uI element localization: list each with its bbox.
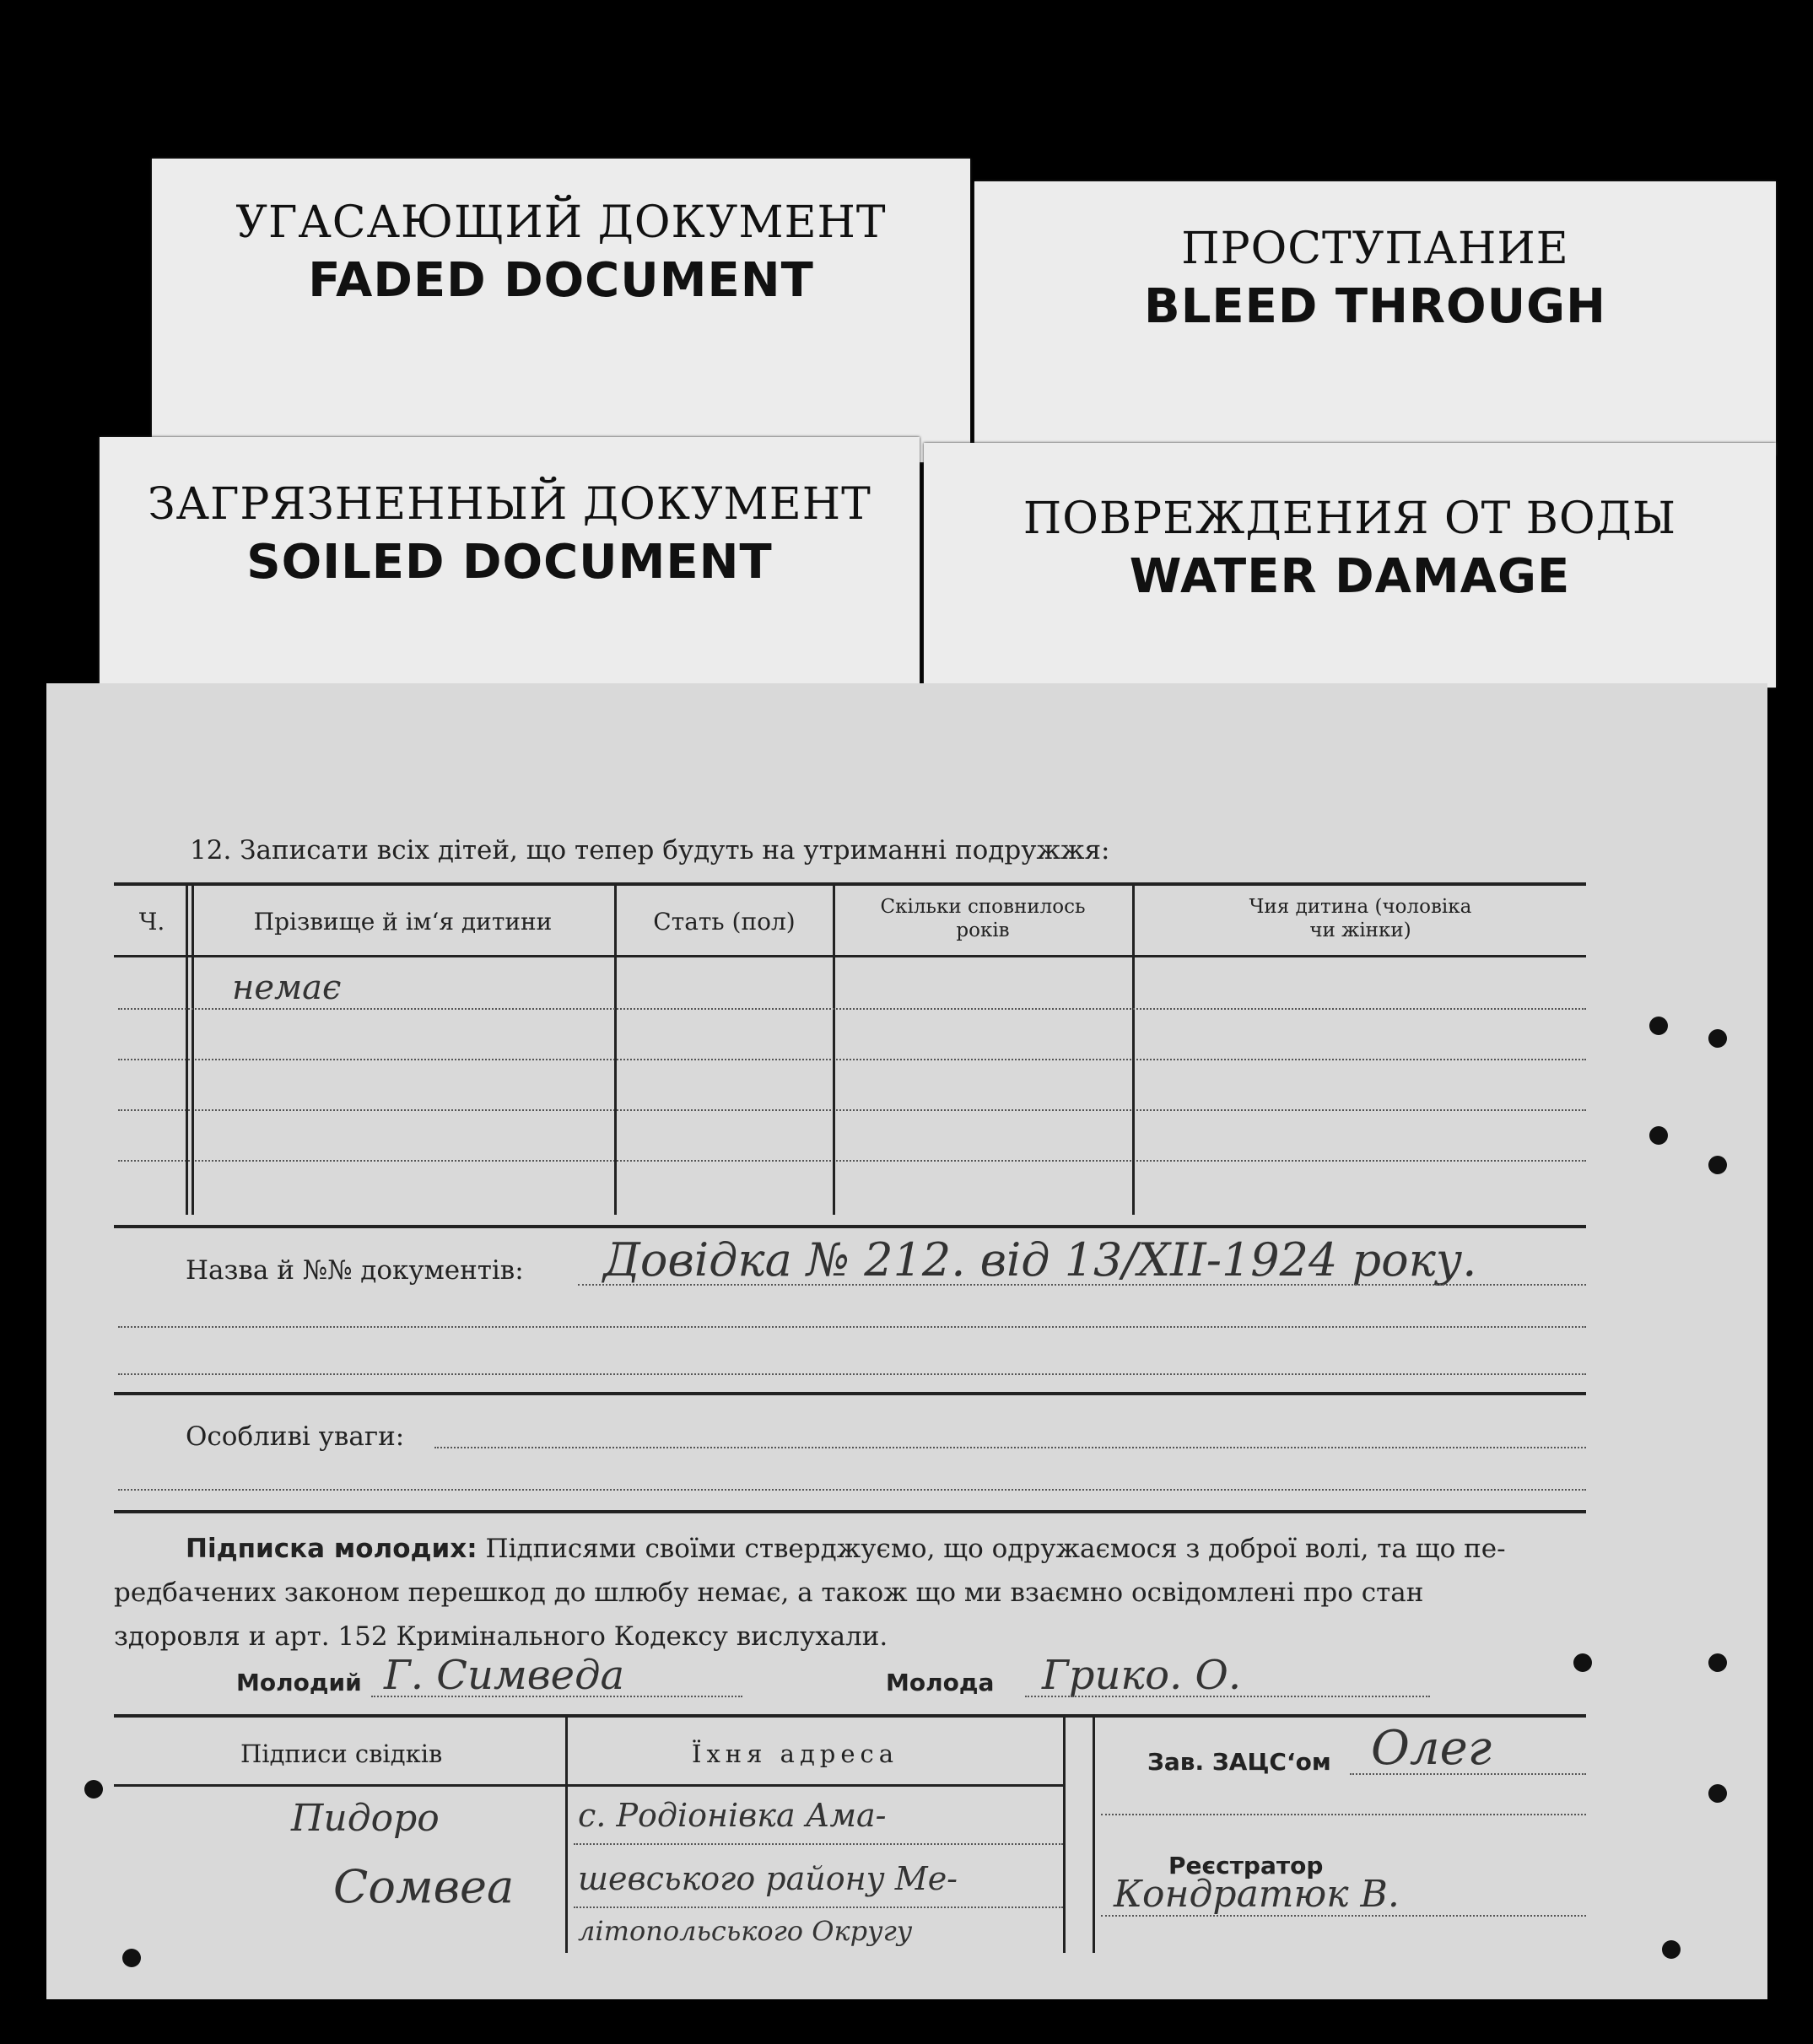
- punch-hole: [122, 1949, 141, 1967]
- table-dotted-row: [118, 1008, 1586, 1010]
- witness-signature-2: Сомвеа: [333, 1860, 515, 1913]
- card-label-en: FADED DOCUMENT: [308, 253, 814, 308]
- registrar-signature: Кондратюк В.: [1114, 1873, 1400, 1916]
- zags-head-label: Зав. ЗАЦС‘ом: [1147, 1748, 1331, 1776]
- documents-label: Назва й №№ документів:: [186, 1255, 524, 1286]
- header-age-line1: Скільки сповнилось: [880, 896, 1086, 918]
- header-num: Ч.: [138, 908, 165, 936]
- col-divider: [565, 1717, 568, 1953]
- notes-bottom-rule: [114, 1510, 1586, 1513]
- documents-bottom-rule: [114, 1392, 1586, 1395]
- col-divider: [1093, 1717, 1095, 1953]
- address-label: Їхня адреса: [692, 1739, 899, 1768]
- address-line-3: літопольського Округу: [578, 1915, 913, 1947]
- pledge-heading: Підписка молодих:: [186, 1534, 478, 1564]
- documents-value: Довідка № 212. від 13/XII-1924 року.: [603, 1233, 1477, 1286]
- witness-signature-1: Пидоро: [291, 1797, 440, 1840]
- groom-label: Молодий: [236, 1669, 362, 1696]
- punch-hole: [1649, 1017, 1668, 1035]
- head-sign-line: [1101, 1814, 1586, 1815]
- card-label-en: SOILED DOCUMENT: [246, 535, 773, 590]
- water-damage-card: [924, 443, 1776, 688]
- notes-label: Особливі уваги:: [186, 1421, 405, 1452]
- bride-label: Молода: [886, 1669, 995, 1696]
- documents-dotted-line: [578, 1284, 1586, 1286]
- bride-sign-line: [1025, 1696, 1430, 1697]
- col-divider: [186, 886, 188, 1059]
- documents-dotted-line: [118, 1373, 1586, 1375]
- documents-dotted-line: [118, 1326, 1586, 1328]
- card-label-ru: ЗАГРЯЗНЕННЫЙ ДОКУМЕНТ: [148, 479, 871, 530]
- groom-signature: Г. Симведа: [384, 1652, 625, 1699]
- head-sign-line: [1350, 1773, 1586, 1775]
- header-child-name: Прізвище й ім‘я дитини: [253, 908, 553, 936]
- bleed-through-card: [974, 181, 1776, 456]
- registrar-sign-line: [1101, 1915, 1586, 1917]
- col-divider: [614, 1059, 617, 1215]
- signatures-top-rule: [114, 1714, 1586, 1718]
- soiled-document-card: [100, 437, 920, 705]
- registrar-label: Реєстратор: [1168, 1852, 1324, 1880]
- header-whose-line2: чи жінки): [1309, 920, 1411, 941]
- witnesses-label: Підписи свідків: [240, 1739, 443, 1768]
- table-dotted-row: [118, 1059, 1586, 1060]
- punch-hole: [1662, 1940, 1681, 1959]
- table-top-rule: [114, 882, 1586, 886]
- col-divider: [1063, 1717, 1066, 1953]
- punch-hole: [1649, 1126, 1668, 1145]
- address-dotted-line: [574, 1843, 1063, 1845]
- pledge-text: Підписями своїми стверджуємо, що одружаємося з доброї волі, та що пе-: [485, 1534, 1506, 1564]
- address-line-1: с. Родіонівка Ама-: [578, 1797, 887, 1834]
- groom-sign-line: [371, 1696, 742, 1697]
- punch-hole: [1573, 1653, 1592, 1672]
- table-header-rule: [114, 955, 1586, 957]
- address-dotted-line: [574, 1906, 1063, 1908]
- punch-hole: [1708, 1029, 1727, 1048]
- table-bottom-rule: [114, 1225, 1586, 1228]
- children-handwritten-entry: немає: [232, 968, 342, 1007]
- notes-dotted-line: [434, 1447, 1586, 1448]
- card-label-en: BLEED THROUGH: [1144, 279, 1606, 334]
- col-divider: [192, 1059, 194, 1215]
- pledge-line-3: здоровля и арт. 152 Кримінального Кодексу вислухали.: [114, 1621, 888, 1652]
- card-label-ru: ПРОСТУПАНИЕ: [1181, 224, 1569, 274]
- faded-document-card: [152, 159, 970, 462]
- marriage-record-form: [46, 683, 1767, 1999]
- punch-hole: [1708, 1653, 1727, 1672]
- notes-dotted-line: [118, 1489, 1586, 1491]
- section-12-heading: 12. Записати всіх дітей, що тепер будуть на утриманні подружжя:: [190, 835, 1110, 866]
- punch-hole: [1708, 1156, 1727, 1174]
- bride-signature: Грико. О.: [1042, 1652, 1242, 1699]
- col-divider: [186, 1059, 188, 1215]
- col-divider: [833, 1059, 835, 1215]
- card-label-en: WATER DAMAGE: [1129, 549, 1571, 604]
- table-dotted-row: [118, 1160, 1586, 1162]
- header-age-line2: років: [956, 920, 1010, 941]
- header-whose-line1: Чия дитина (чоловіка: [1249, 896, 1472, 918]
- card-label-ru: ПОВРЕЖДЕНИЯ ОТ ВОДЫ: [1023, 493, 1677, 544]
- witness-header-rule: [114, 1784, 1063, 1787]
- pledge-line-1: [186, 1534, 1506, 1564]
- pledge-line-2: редбачених законом перешкод до шлюбу немає, а також що ми взаємно освідомлені про стан: [114, 1577, 1424, 1608]
- table-dotted-row: [118, 1109, 1586, 1111]
- header-sex: Стать (пол): [653, 908, 796, 936]
- zags-head-signature: Олег: [1371, 1721, 1492, 1776]
- col-divider: [1132, 1059, 1135, 1215]
- punch-hole: [1708, 1784, 1727, 1803]
- address-line-2: шевського району Ме-: [578, 1860, 958, 1897]
- punch-hole: [84, 1780, 103, 1799]
- card-label-ru: УГАСАЮЩИЙ ДОКУМЕНТ: [235, 197, 887, 248]
